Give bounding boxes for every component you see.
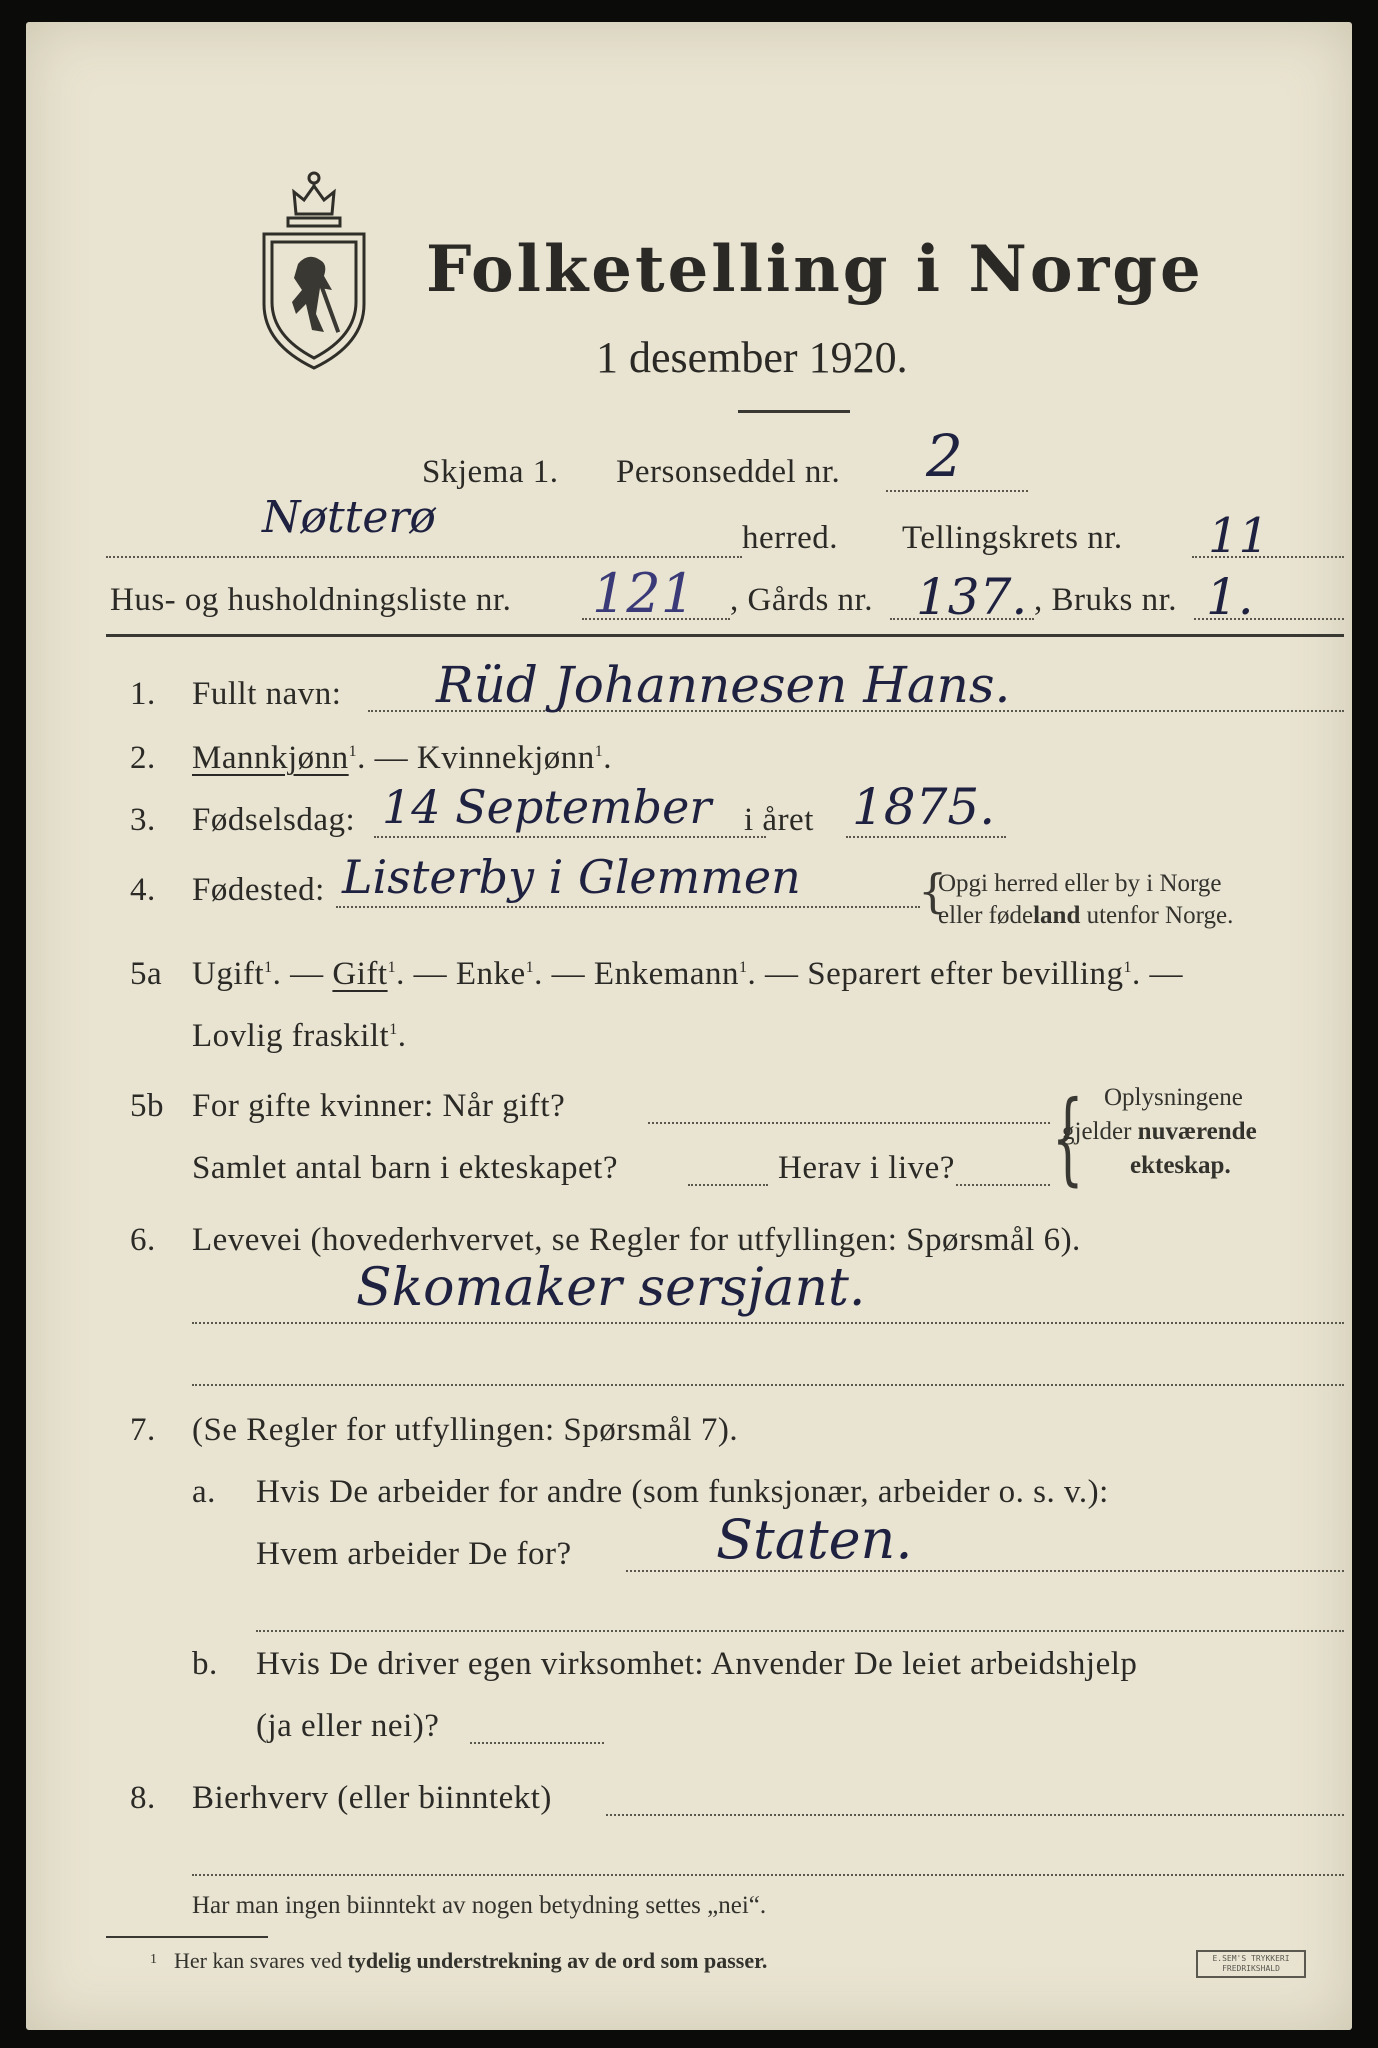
q7a-letter: a. [192, 1474, 216, 1510]
q5a-number: 5a [130, 956, 163, 992]
q5a-sup6: 1 [389, 1021, 398, 1038]
q5b-note2-a: gjelder [1062, 1118, 1138, 1145]
q5a-dash5: . — [1131, 956, 1183, 992]
q5a-dot: . [397, 1018, 407, 1054]
footnote-a: Her kan svares ved [174, 1948, 348, 1973]
q6-line1 [192, 1322, 1344, 1324]
q2-sep: . — [357, 740, 417, 776]
q4-line [336, 906, 920, 908]
birthday-value[interactable]: 14 September [382, 780, 712, 834]
q5b-note-line1: Oplysningene [1104, 1084, 1243, 1111]
q5a-sup1: 1 [264, 959, 273, 976]
coat-of-arms-icon [258, 164, 370, 370]
q4-note-line2 [938, 902, 1233, 930]
option-ugift[interactable]: Ugift [192, 956, 265, 992]
q3-label: Fødselsdag: [192, 802, 356, 838]
footnote-rule [106, 1936, 268, 1938]
q5a-dash1: . — [272, 956, 333, 992]
q2-sup1: 1 [348, 743, 358, 760]
tellingskrets-value[interactable]: 11 [1208, 508, 1270, 564]
q5a-sup5: 1 [1123, 959, 1132, 976]
q2-end: . [603, 740, 612, 776]
q6-number: 6. [130, 1222, 156, 1258]
birth-year-value[interactable]: 1875. [852, 778, 996, 836]
q4-brace: { [918, 864, 948, 918]
full-name-value[interactable]: Rüd Johannesen Hans. [436, 656, 1011, 714]
q5b-when-line [648, 1122, 1050, 1124]
q5a-dash3: . — [534, 956, 594, 992]
stamp-line2: FREDRIKSHALD [1222, 1964, 1280, 1973]
header-rule [106, 634, 1344, 637]
q5a-dash2: . — [396, 956, 456, 992]
tellingskrets-label: Tellingskrets nr. [902, 520, 1123, 556]
q5a-sup4: 1 [739, 959, 748, 976]
q5a-sup3: 1 [525, 959, 535, 976]
birthplace-value[interactable]: Listerby i Glemmen [342, 850, 801, 904]
q8-number: 8. [130, 1780, 156, 1816]
title-divider [738, 410, 850, 413]
q1-label: Fullt navn: [192, 676, 342, 712]
bruks-label: , Bruks nr. [1034, 582, 1178, 618]
q7b-label: Hvis De driver egen virksomhet: Anvender De leiet arbeidshjelp [256, 1646, 1138, 1682]
q3-number: 3. [130, 802, 156, 838]
q7-label: (Se Regler for utfyllingen: Spørsmål 7). [192, 1412, 739, 1448]
q3-year-line [846, 836, 1006, 838]
q2-options [192, 740, 612, 777]
stamp-line1: E.SEM'S TRYKKERI [1212, 1954, 1290, 1963]
q5a-sup2: 1 [387, 959, 397, 976]
q5b-alive-line [956, 1184, 1050, 1186]
q4-label: Fødested: [192, 872, 325, 908]
q7a-line2 [256, 1630, 1344, 1632]
q5b-note-line3: ekteskap. [1130, 1152, 1231, 1179]
q7a-label2: Hvem arbeider De for? [256, 1536, 572, 1572]
personseddel-value[interactable]: 2 [926, 422, 963, 490]
q4-number: 4. [130, 872, 156, 908]
q1-number: 1. [130, 676, 156, 712]
employer-value[interactable]: Staten. [716, 1508, 913, 1571]
q5b-number: 5b [130, 1088, 164, 1124]
q5a-options-line2 [192, 1018, 406, 1055]
q4-note2-c: utenfor Norge. [1080, 902, 1234, 929]
q7a-label: Hvis De arbeider for andre (som funksjonær, arbeider o. s. v.): [256, 1474, 1109, 1510]
q8-line1 [606, 1814, 1344, 1816]
hus-value[interactable]: 121 [592, 562, 696, 625]
q4-note2-a: eller føde [938, 902, 1034, 929]
option-male[interactable]: Mannkjønn [192, 740, 349, 776]
printer-stamp [1196, 1950, 1306, 1978]
q5b-line1: For gifte kvinner: Når gift? [192, 1088, 566, 1124]
occupation-value[interactable]: Skomaker sersjant. [356, 1258, 866, 1318]
q5a-dash4: . — [747, 956, 808, 992]
q7b-line [470, 1742, 604, 1744]
footer-note: Har man ingen biinntekt av nogen betydning settes „nei“. [192, 1892, 767, 1919]
herred-value[interactable]: Nøtterø [262, 492, 436, 543]
option-separert[interactable]: Separert efter bevilling [807, 956, 1124, 992]
q8-line2 [192, 1874, 1344, 1876]
option-enkemann[interactable]: Enkemann [593, 956, 740, 992]
herred-line [106, 556, 742, 558]
q4-note2-b: land [1033, 902, 1081, 929]
q5b-children-line [688, 1184, 768, 1186]
option-fraskilt[interactable]: Lovlig fraskilt [192, 1018, 390, 1054]
herred-label: herred. [742, 520, 839, 556]
q5a-options [192, 956, 1183, 993]
q2-number: 2. [130, 740, 156, 776]
form-title: Folketelling i Norge [426, 232, 1204, 307]
option-gift[interactable]: Gift [332, 956, 388, 992]
census-form [26, 22, 1352, 2030]
q5b-note-line2 [1062, 1118, 1257, 1146]
option-enke[interactable]: Enke [455, 956, 526, 992]
q5b-brace: { [1051, 1079, 1084, 1196]
footnote [174, 1948, 767, 1974]
schema-label: Skjema 1. [422, 454, 559, 490]
gards-label: , Gårds nr. [730, 582, 873, 618]
census-date: 1 desember 1920. [596, 333, 908, 382]
q5b-line2: Samlet antal barn i ekteskapet? [192, 1150, 619, 1186]
q4-note-line1: Opgi herred eller by i Norge [938, 870, 1222, 897]
hus-label: Hus- og husholdningsliste nr. [110, 582, 512, 618]
q7-number: 7. [130, 1412, 156, 1448]
q7b-letter: b. [192, 1646, 218, 1682]
footnote-mark: 1 [150, 1952, 157, 1967]
footnote-b: tydelig understrekning av de ord som passer. [347, 1948, 768, 1973]
gards-value[interactable]: 137. [916, 568, 1028, 626]
personseddel-label: Personseddel nr. [616, 454, 841, 490]
option-female[interactable]: Kvinnekjønn [416, 740, 595, 776]
q3-year-label: i året [744, 802, 814, 838]
q5b-note2-b: nuværende [1137, 1118, 1257, 1145]
q8-label: Bierhverv (eller biinntekt) [192, 1780, 552, 1816]
q6-label: Levevei (hovederhvervet, se Regler for utfyllingen: Spørsmål 6). [192, 1222, 1081, 1258]
q7b-label2: (ja eller nei)? [256, 1708, 440, 1744]
q6-line2 [192, 1384, 1344, 1386]
personseddel-line [886, 490, 1028, 492]
q3-line [374, 836, 766, 838]
q5b-line2b: Herav i live? [778, 1150, 955, 1186]
q2-sup2: 1 [594, 743, 604, 760]
bruks-value[interactable]: 1. [1206, 568, 1254, 626]
